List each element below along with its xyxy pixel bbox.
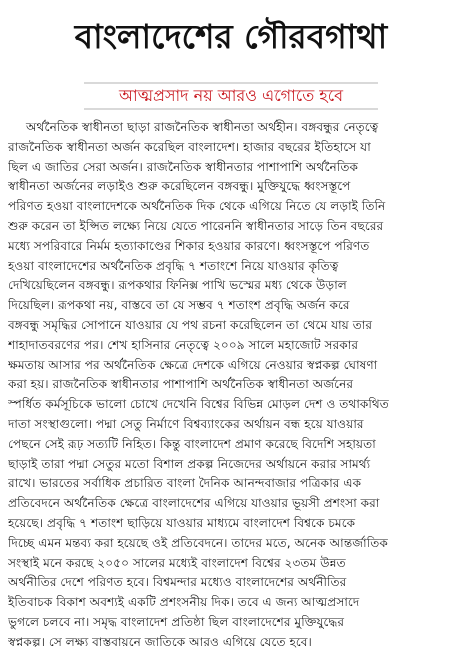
article-line: অর্থনৈতিক স্বাধীনতা ছাড়া রাজনৈতিক স্বাধীনতা অর্থহীন। বঙ্গবন্ধুর নেতৃত্বে — [26, 120, 379, 134]
article-line: ইতিবাচক বিকাশ অবশ্যই একটি প্রশংসনীয় দিক। তবে এ জন্য আত্মপ্রসাদে — [8, 595, 360, 610]
article-line: দাতা সংস্থাগুলো। পদ্মা সেতু নির্মাণে বিশ্বব্যাংকের অর্থায়ন বন্ধ হয়ে যাওয়ার — [8, 416, 364, 431]
article-body — [8, 118, 454, 653]
article-line: ছাড়াই তারা পদ্মা সেতুর মতো বিশাল প্রকল্প নিজেদের অর্থায়নে করার সামর্থ্য — [8, 456, 371, 471]
article-line: স্বাধীনতা অর্জনের লড়াইও শুরু করেছিলেন বঙ্গবন্ধু। মুক্তিযুদ্ধে ধ্বংসস্তূপে — [8, 179, 351, 194]
article-line: হয়েছে। প্রবৃদ্ধি ৭ শতাংশ ছাড়িয়ে যাওয়ার মাধ্যমে বাংলাদেশ বিশ্বকে চমকে — [8, 515, 356, 530]
subheadline-bar — [84, 82, 378, 110]
headline: বাংলাদেশের গৌরবগাথা — [74, 17, 388, 56]
article-line: ভুগলে চলবে না। সমৃদ্ধ বাংলাদেশ প্রতিষ্ঠা ছিল বাংলাদেশের মুক্তিযুদ্ধের — [8, 614, 345, 629]
article-line: পেছনে সেই রূঢ় সত্যটি নিহিত। কিন্তু বাংলাদেশ প্রমাণ করেছে বিদেশি সহায়তা — [8, 436, 376, 451]
article-line: ছিল এ জাতির সেরা অর্জন। রাজনৈতিক স্বাধীনতার পাশাপাশি অর্থনৈতিক — [8, 159, 358, 174]
article-line: প্রতিবেদনে অর্থনৈতিক ক্ষেত্রে বাংলাদেশের এগিয়ে যাওয়ার ভূয়সী প্রশংসা করা — [8, 496, 380, 511]
subheadline: আত্মপ্রসাদ নয় আরও এগোতে হবে — [118, 86, 344, 105]
article-line: শাহাদাতবরণের পর। শেখ হাসিনার নেতৃত্বে ২০০৯ সালে মহাজোট সরকার — [8, 337, 359, 352]
article-line: স্পর্ধিত কর্মসূচিকে ভালো চোখে দেখেনি বিশ্বের বিভিন্ন মোড়ল দেশ ও তথাকথিত — [8, 397, 389, 412]
article-line: মধ্যে সপরিবারে নির্মম হত্যাকাণ্ডের শিকার হওয়ার কারণে। ধ্বংসস্তূপে পরিণত — [8, 238, 370, 253]
article-line: দেখিয়েছিলেন বঙ্গবন্ধু। রূপকথার ফিনিক্স পাখি ভস্মের মধ্য থেকে উড়াল — [8, 278, 347, 293]
article-line: বঙ্গবন্ধু সমৃদ্ধির সোপানে যাওয়ার যে পথ রচনা করেছিলেন তা থেমে যায় তার — [8, 317, 373, 332]
article-line: রাজনৈতিক স্বাধীনতা অর্জন করেছিল বাংলাদেশ। হাজার বছরের ইতিহাসে যা — [8, 139, 371, 154]
article-line: অর্থনীতির দেশে পরিণত হবে। বিশ্বমন্দার মধ্যেও বাংলাদেশের অর্থনীতির — [8, 575, 347, 590]
article-line: স্বপ্নকল্প। সে লক্ষ্য বাস্তবায়নে জাতিকে আরও এগিয়ে যেতে হবে। — [8, 634, 312, 649]
article-line: দিয়েছিল। রূপকথা নয়, বাস্তবে তা যে সম্ভব ৭ শতাংশ প্রবৃদ্ধি অর্জন করে — [8, 298, 350, 313]
article-line: রাখে। ভারতের সর্বাধিক প্রচারিত বাংলা দৈনিক আনন্দবাজার পত্রিকার এক — [8, 476, 362, 491]
article-line: করা হয়। রাজনৈতিক স্বাধীনতার পাশাপাশি অর্থনৈতিক স্বাধীনতা অর্জনের — [8, 377, 354, 392]
article-line: ক্ষমতায় আসার পর অর্থনৈতিক ক্ষেত্রে দেশকে এগিয়ে নেওয়ার স্বপ্নকল্প ঘোষণা — [8, 357, 378, 372]
article-line: পরিণত হওয়া বাংলাদেশকে অর্থনৈতিক দিক থেকে এগিয়ে নিতে যে লড়াই তিনি — [8, 199, 386, 214]
article-line: শুরু করেন তা ইপ্সিত লক্ষ্যে নিয়ে যেতে পারেননি স্বাধীনতার সাড়ে তিন বছরের — [8, 218, 384, 233]
article-line: সংস্থাই মনে করছে ২০৫০ সালের মধ্যেই বাংলাদেশ বিশ্বের ২৩তম উন্নত — [8, 555, 346, 570]
article-line: দিচ্ছে এমন মন্তব্য করা হয়েছে ওই প্রতিবেদনে। তাদের মতে, অনেক আন্তর্জাতিক — [8, 535, 388, 550]
article-line: হওয়া বাংলাদেশের অর্থনৈতিক প্রবৃদ্ধি ৭ শতাংশে নিয়ে যাওয়ার কৃতিত্ব — [8, 258, 339, 273]
